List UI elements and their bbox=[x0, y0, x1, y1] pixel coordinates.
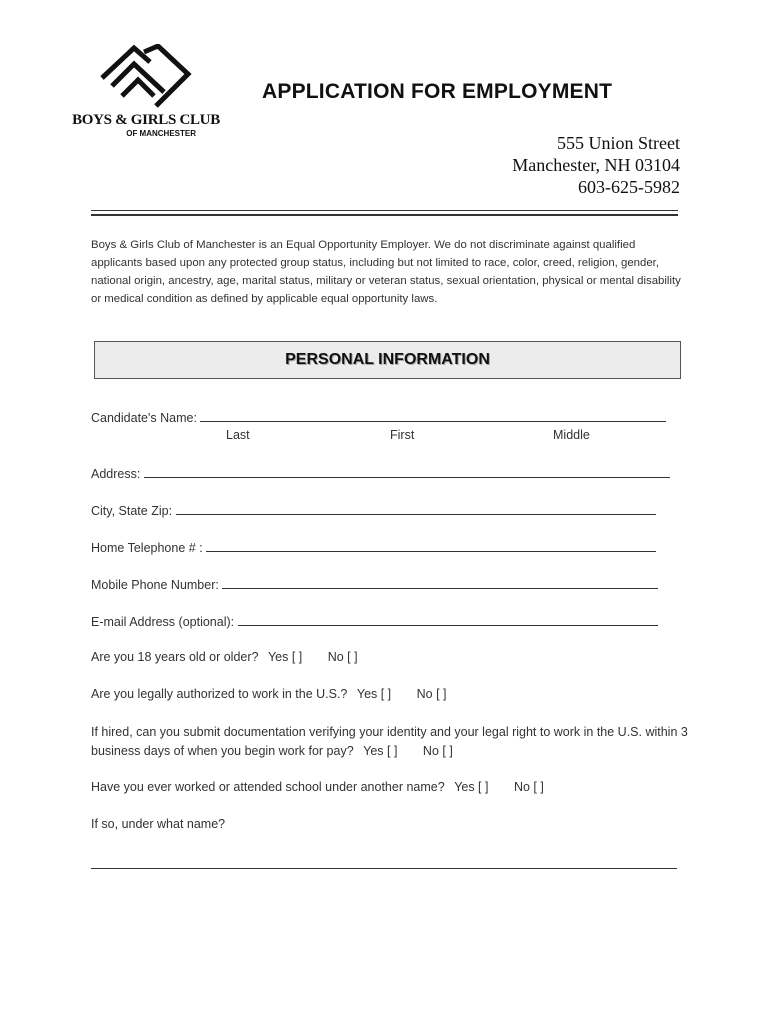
age-no-checkbox[interactable]: No [ ] bbox=[327, 650, 358, 664]
logo-name: BOYS & GIRLS CLUB bbox=[72, 112, 220, 128]
candidate-name-row bbox=[91, 409, 666, 425]
other-name-question-row bbox=[91, 780, 544, 794]
other-name-followup: If so, under what name? bbox=[91, 817, 226, 831]
email-input[interactable] bbox=[238, 613, 658, 626]
mobile-phone-label: Mobile Phone Number: bbox=[91, 578, 219, 592]
email-label: E-mail Address (optional): bbox=[91, 615, 235, 629]
header-divider-thin bbox=[91, 210, 678, 211]
club-logo-icon bbox=[94, 44, 194, 110]
home-phone-row bbox=[91, 539, 656, 555]
other-name-input[interactable] bbox=[91, 868, 677, 869]
other-name-yes-checkbox[interactable]: Yes [ ] bbox=[454, 780, 489, 794]
name-first-caption: First bbox=[390, 428, 415, 442]
name-last-caption: Last bbox=[226, 428, 250, 442]
documentation-yes-checkbox[interactable]: Yes [ ] bbox=[363, 744, 398, 758]
address-phone: 603-625-5982 bbox=[578, 177, 680, 197]
authorized-yes-checkbox[interactable]: Yes [ ] bbox=[356, 687, 392, 701]
address-row bbox=[91, 465, 670, 481]
page-title: APPLICATION FOR EMPLOYMENT bbox=[262, 80, 613, 103]
other-name-question: Have you ever worked or attended school under another name? bbox=[91, 780, 445, 794]
club-address bbox=[512, 132, 680, 198]
email-row bbox=[91, 613, 658, 629]
eeo-statement: Boys & Girls Club of Manchester is an Equal Opportunity Employer. We do not discriminate against qualified applicants based upon any protected group status, including but not limited to race, color, creed, religion, gender, national origin, ancestry, age, marital status, military or veteran status, sexual orientation, physical or mental disability or medical condition as defined by applicable equal opportunity laws. bbox=[91, 239, 681, 305]
age-question-row bbox=[91, 650, 358, 664]
address-label: Address: bbox=[91, 467, 141, 481]
documentation-question-row bbox=[91, 723, 691, 761]
club-logo bbox=[66, 44, 226, 140]
mobile-phone-row bbox=[91, 576, 658, 592]
authorized-question-row bbox=[91, 687, 447, 701]
candidate-name-label: Candidate's Name: bbox=[91, 411, 197, 425]
section-header bbox=[94, 341, 681, 379]
address-street: 555 Union Street bbox=[557, 133, 680, 153]
city-state-zip-input[interactable] bbox=[176, 502, 656, 515]
city-state-zip-label: City, State Zip: bbox=[91, 504, 173, 518]
documentation-no-checkbox[interactable]: No [ ] bbox=[422, 744, 453, 758]
city-state-zip-row bbox=[91, 502, 656, 518]
home-phone-label: Home Telephone # : bbox=[91, 541, 203, 555]
address-input[interactable] bbox=[144, 465, 670, 478]
authorized-no-checkbox[interactable]: No [ ] bbox=[416, 687, 447, 701]
age-question: Are you 18 years old or older? bbox=[91, 650, 259, 664]
logo-subtitle: OF MANCHESTER bbox=[126, 129, 196, 138]
candidate-name-input[interactable] bbox=[200, 409, 666, 422]
authorized-question: Are you legally authorized to work in the U.S.? bbox=[91, 687, 348, 701]
section-title: PERSONAL INFORMATION bbox=[285, 351, 490, 368]
documentation-question: If hired, can you submit documentation verifying your identity and your legal right to work in the U.S. within 3 business days of when you begin work for pay? bbox=[91, 725, 688, 758]
name-middle-caption: Middle bbox=[553, 428, 590, 442]
address-city: Manchester, NH 03104 bbox=[512, 155, 680, 175]
other-name-no-checkbox[interactable]: No [ ] bbox=[513, 780, 544, 794]
mobile-phone-input[interactable] bbox=[222, 576, 658, 589]
age-yes-checkbox[interactable]: Yes [ ] bbox=[267, 650, 303, 664]
header-divider-thick bbox=[91, 214, 678, 216]
home-phone-input[interactable] bbox=[206, 539, 656, 552]
